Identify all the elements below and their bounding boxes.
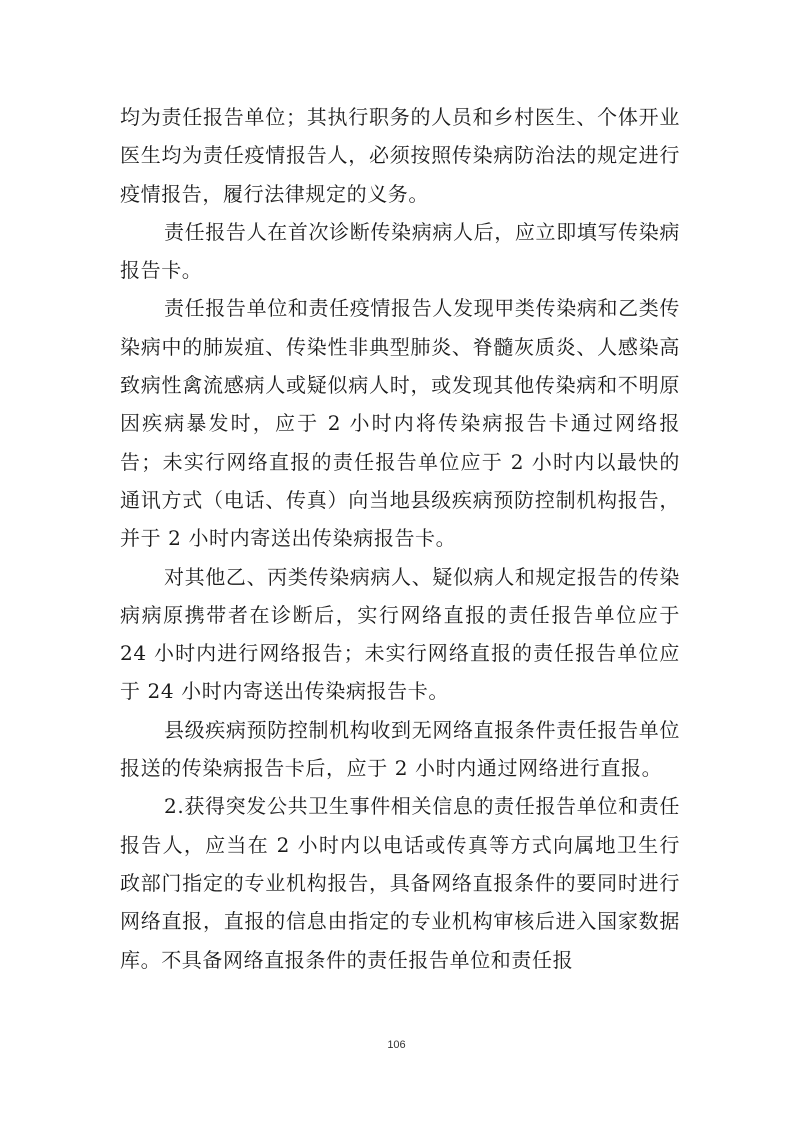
paragraph-6: 2.获得突发公共卫生事件相关信息的责任报告单位和责任报告人，应当在 2 小时内以电话或传真等方式向属地卫生行政部门指定的专业机构报告，具备网络直报条件的要同时进行网络直报，直报的信息由指定的专业机构审核后进入国家数据库。不具备网络直报条件的责任报告单位和责任报 — [120, 794, 680, 972]
paragraph-4: 对其他乙、丙类传染病病人、疑似病人和规定报告的传染病病原携带者在诊断后，实行网络直报的责任报告单位应于 24 小时内进行网络报告；未实行网络直报的责任报告单位应于 24 小时内寄送出传染病报告卡。 — [120, 564, 680, 704]
paragraph-2: 责任报告人在首次诊断传染病病人后，应立即填写传染病报告卡。 — [120, 219, 680, 283]
document-body — [120, 98, 680, 979]
paragraph-3: 责任报告单位和责任疫情报告人发现甲类传染病和乙类传染病中的肺炭疽、传染性非典型肺炎、脊髓灰质炎、人感染高致病性禽流感病人或疑似病人时，或发现其他传染病和不明原因疾病暴发时，应于 2 小时内将传染病报告卡通过网络报告；未实行网络直报的责任报告单位应于 2 小时内以最快的通讯方式（电话、传真）向当地县级疾病预防控制机构报告，并于 2 小时内寄送出传染病报告卡。 — [120, 296, 680, 551]
paragraph-1: 均为责任报告单位；其执行职务的人员和乡村医生、个体开业医生均为责任疫情报告人，必须按照传染病防治法的规定进行疫情报告，履行法律规定的义务。 — [120, 105, 680, 206]
page-number: 106 — [387, 1039, 406, 1051]
paragraph-5: 县级疾病预防控制机构收到无网络直报条件责任报告单位报送的传染病报告卡后，应于 2 小时内通过网络进行直报。 — [120, 717, 680, 781]
